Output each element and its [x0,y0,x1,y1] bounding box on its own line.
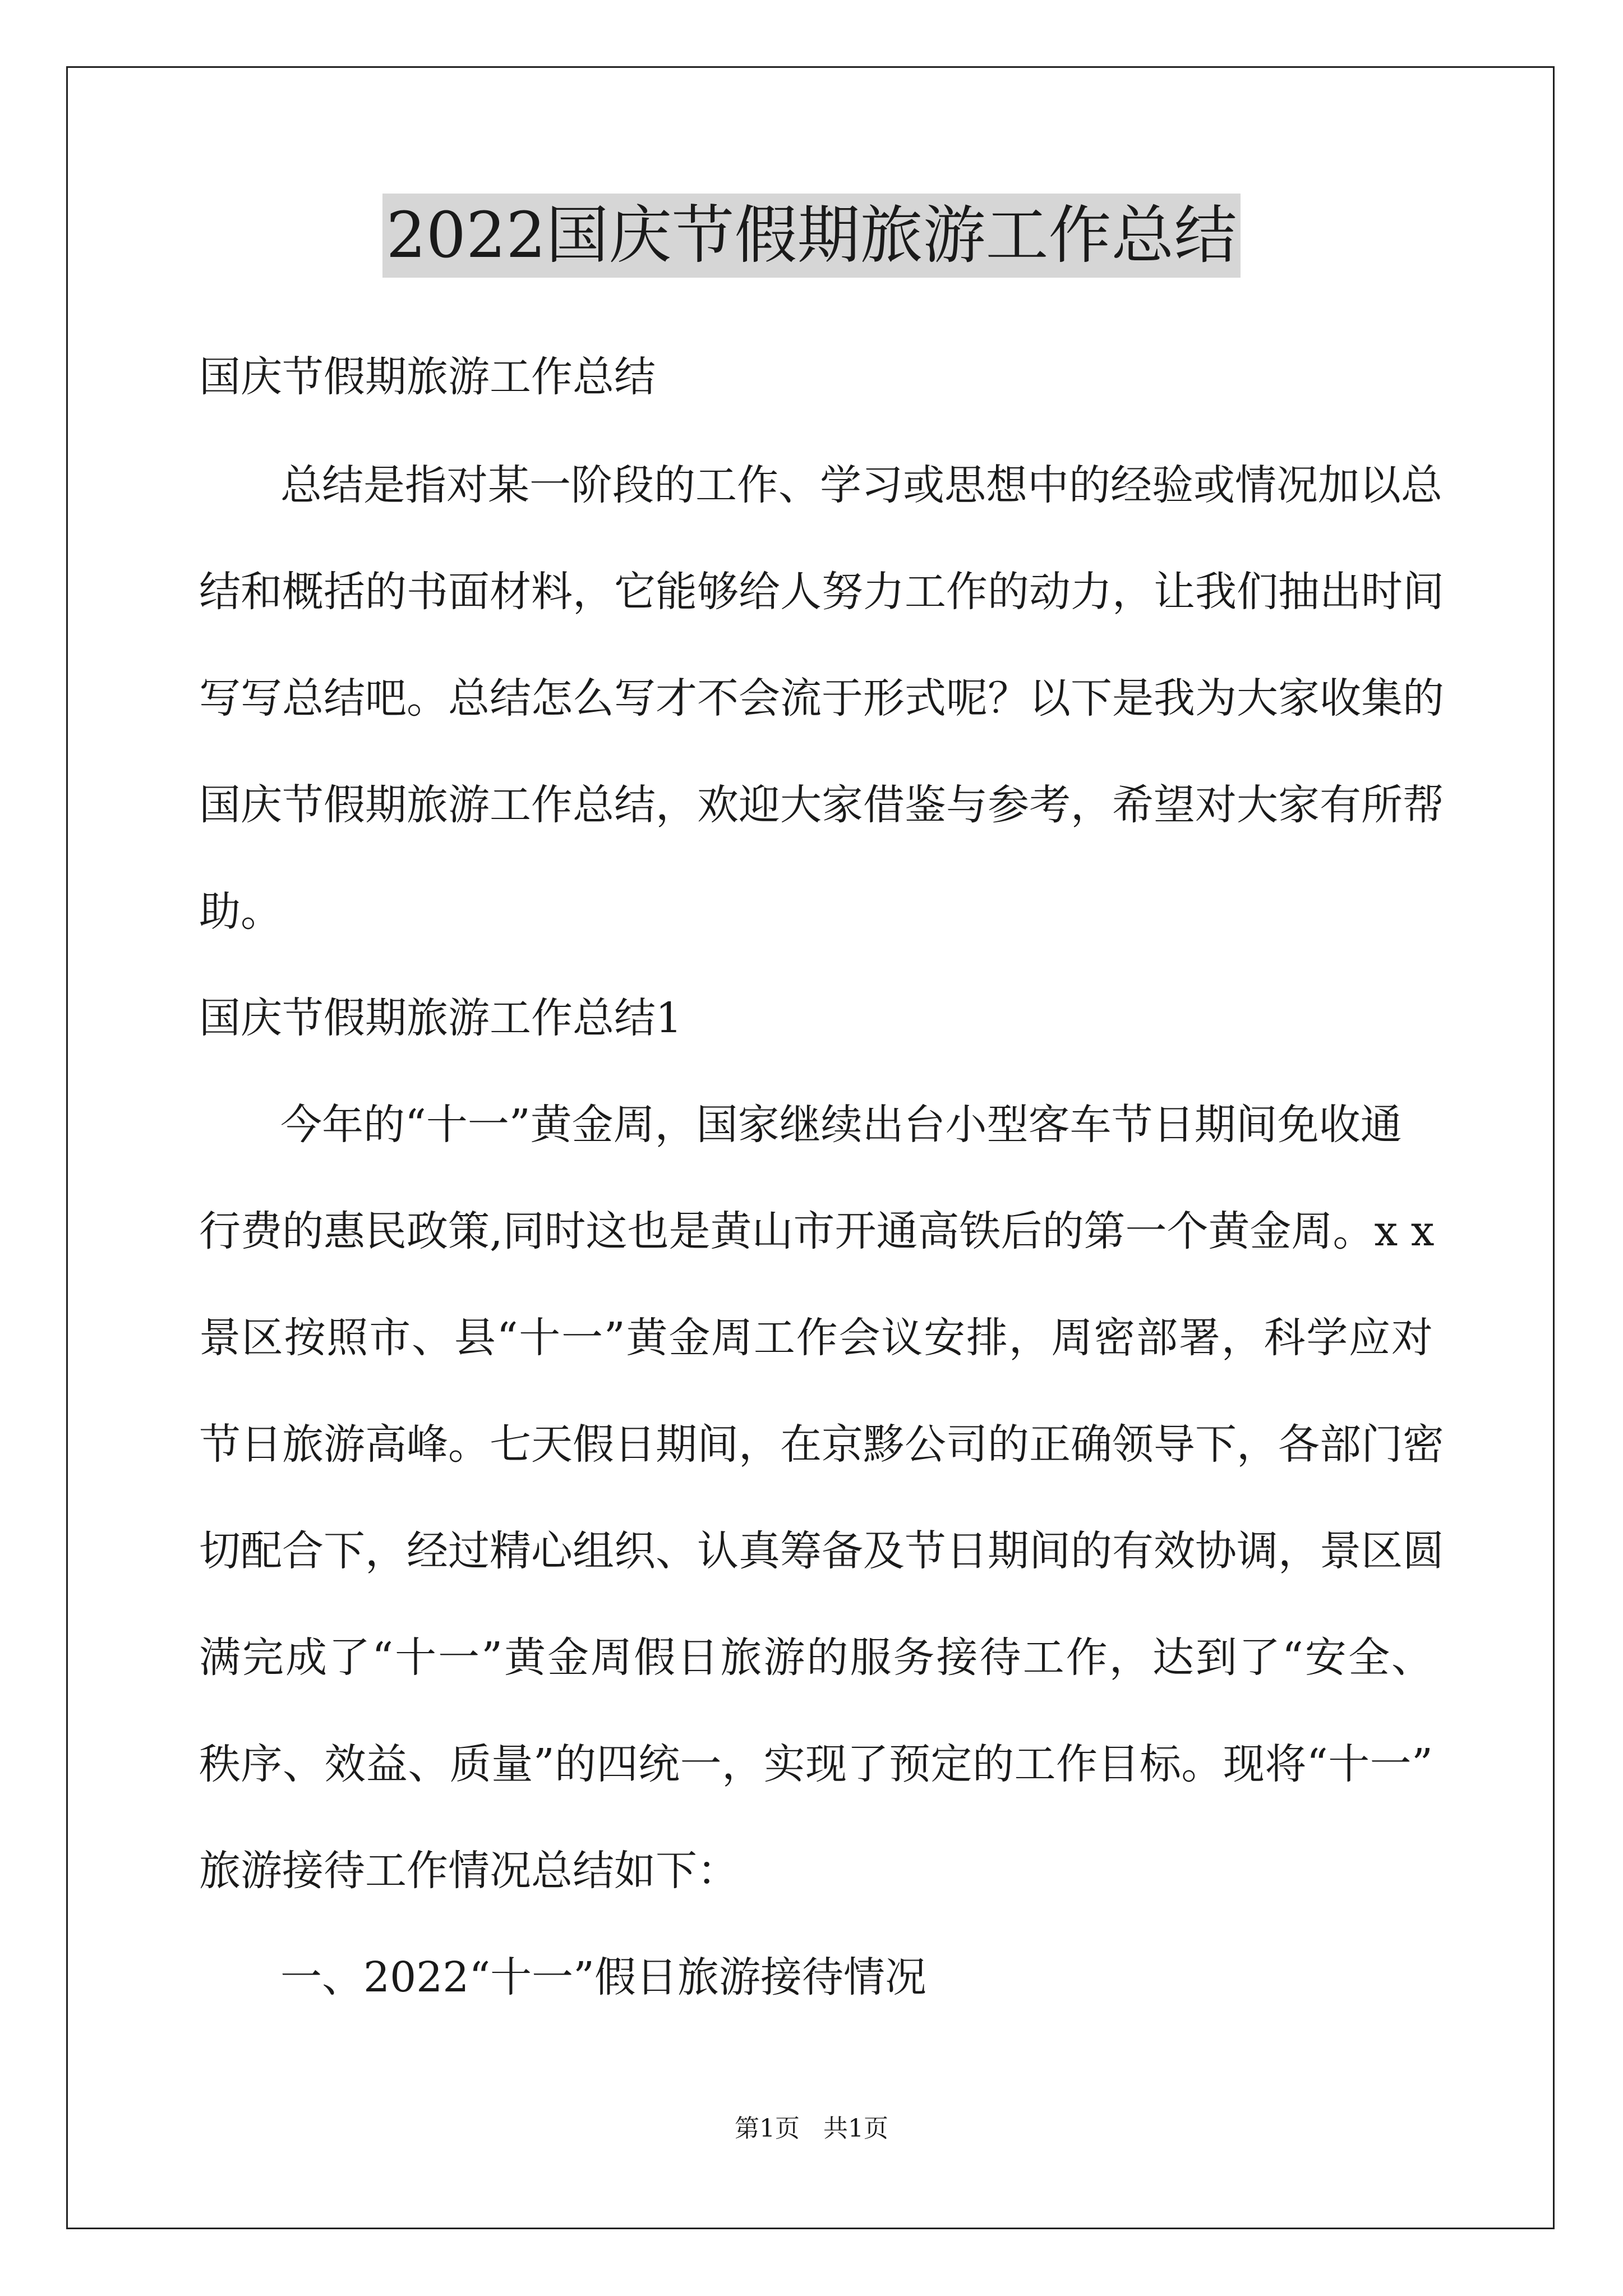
body-line: 秩序、效益、质量”的四统一，实现了预定的工作目标。现将“十一” [199,1740,1433,1788]
intro-line: 写写总结吧。总结怎么写才不会流于形式呢？以下是我为大家收集的 [199,674,1444,723]
document-title: 2022国庆节假期旅游工作总结 [382,194,1240,278]
intro-line: 总结是指对某一阶段的工作、学习或思想中的经验或情况加以总 [280,461,1442,509]
document-heading: 国庆节假期旅游工作总结 [199,353,656,401]
intro-line: 国庆节假期旅游工作总结，欢迎大家借鉴与参考，希望对大家有所帮 [199,781,1444,829]
title-container [0,194,1623,278]
body-line: 满完成了“十一”黄金周假日旅游的服务接待工作，达到了“安全、 [199,1634,1433,1682]
subheading: 一、2022“十一”假日旅游接待情况 [280,1953,926,2001]
body-line: 节日旅游高峰。七天假日期间，在京黟公司的正确领导下，各部门密 [199,1420,1444,1469]
intro-line: 结和概括的书面材料，它能够给人努力工作的动力，让我们抽出时间 [199,568,1444,616]
intro-line: 助。 [199,887,282,936]
body-line: 今年的“十一”黄金周，国家继续出台小型客车节日期间免收通 [280,1101,1402,1149]
body-line: 景区按照市、县“十一”黄金周工作会议安排，周密部署，科学应对 [199,1314,1433,1362]
body-line: 行费的惠民政策,同时这也是黄山市开通高铁后的第一个黄金周。x x [199,1207,1435,1255]
body-line: 切配合下，经过精心组织、认真筹备及节日期间的有效协调，景区圆 [199,1527,1444,1575]
section-heading: 国庆节假期旅游工作总结1 [199,994,683,1042]
page-footer: 第1页 共1页 [735,2114,888,2143]
body-line: 旅游接待工作情况总结如下： [199,1847,739,1895]
